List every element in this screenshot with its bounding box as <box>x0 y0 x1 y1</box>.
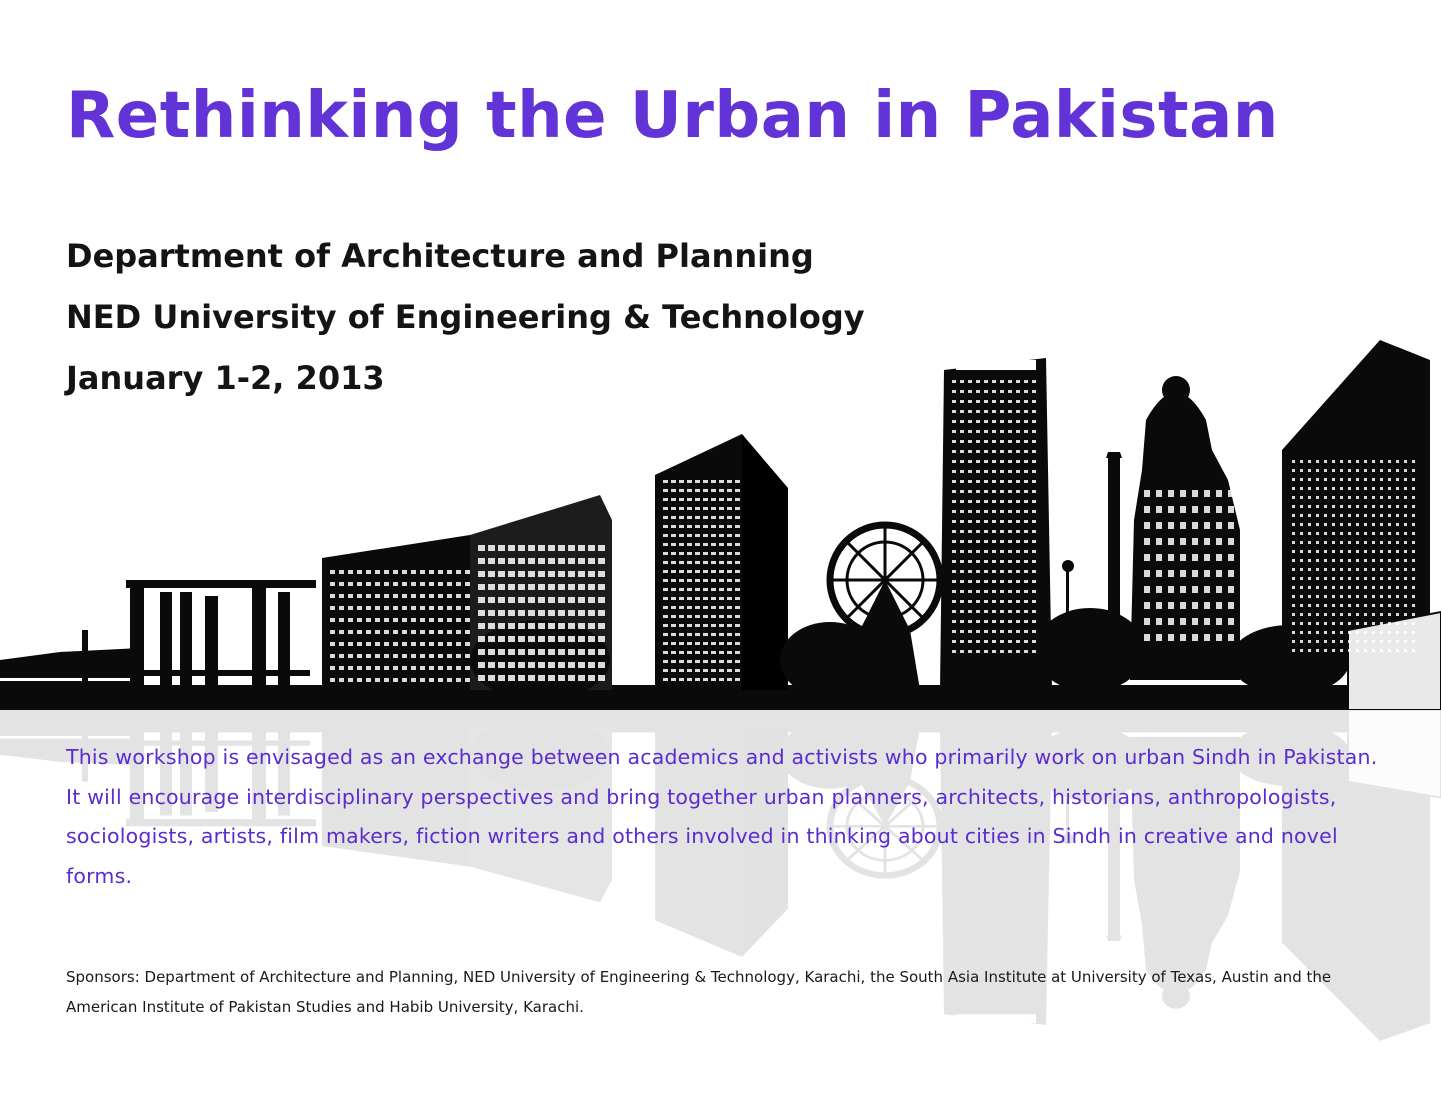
date-line: January 1-2, 2013 <box>66 359 385 397</box>
department-line: Department of Architecture and Planning <box>66 237 814 275</box>
city-skyline-illustration <box>0 330 1441 710</box>
poster-title: Rethinking the Urban in Pakistan <box>66 79 1279 153</box>
sponsors-text: Sponsors: Department of Architecture and Planning, NED University of Engineering & Technology, Karachi, the South Asia Institute at University of Texas, Austin and the American Institute of Pakistan Studies and Habib University, Karachi. <box>66 968 1332 1016</box>
workshop-description: This workshop is envisaged as an exchange between academics and activists who primarily work on urban Sindh in Pakistan. It will encourage interdisciplinary perspectives and bring together urban planners, architects, historians, anthropologists, sociologists, artists, film makers, fiction writers and others involved in thinking about cities in Sindh in creative and novel forms. <box>66 745 1378 888</box>
university-line: NED University of Engineering & Technology <box>66 298 865 336</box>
